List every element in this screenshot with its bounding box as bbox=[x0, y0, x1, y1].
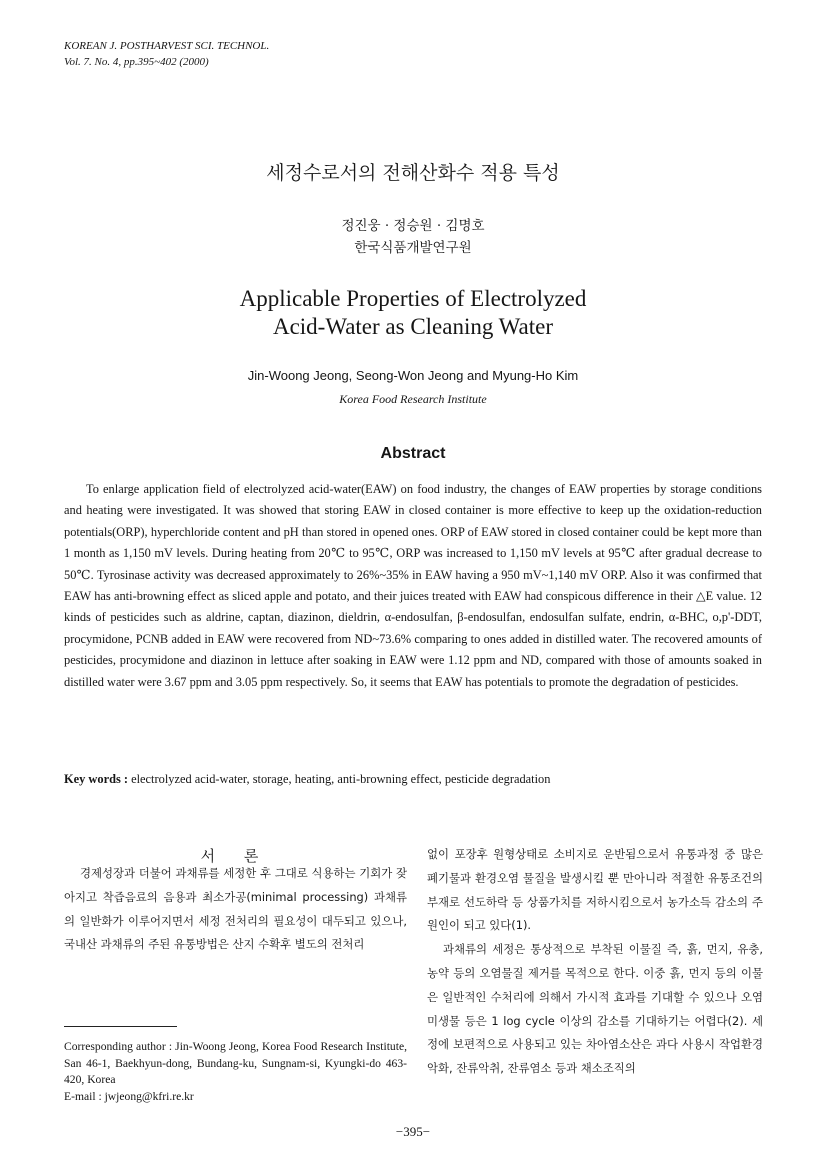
keywords bbox=[64, 772, 762, 787]
section-heading: 서 론 bbox=[200, 847, 271, 865]
footnote-divider bbox=[64, 1026, 177, 1027]
english-institution: Korea Food Research Institute bbox=[339, 392, 487, 406]
english-title: Applicable Properties of Electrolyzed Acid-Water as Cleaning Water bbox=[239, 286, 587, 339]
intro-paragraph-2: 과채류의 세정은 통상적으로 부착된 이물질 즉, 흙, 먼지, 유충, 농약 등의 오염물질 제거를 목적으로 한다. 이중 흙, 먼지 등의 이물은 일반적인 수처리에 의해서 가시적 효과를 기대할 수 있으나 오염 미생물 등은 1 log cycle 이상의 감소를 기대하기는 어렵다(2). 세정에 보편적으로 사용되고 있는 차아염소산은 과다 사용시 작업환경 악화, 잔류악취, 잔류염소 등과 채소조직의 bbox=[427, 942, 763, 1076]
journal-name: KOREAN J. POSTHARVEST SCI. TECHNOL. bbox=[64, 40, 270, 52]
author-email: E-mail : jwjeong@kfri.re.kr bbox=[64, 1089, 194, 1103]
keywords-label: Key words : bbox=[64, 772, 129, 786]
left-column bbox=[64, 862, 407, 957]
abstract-heading: Abstract bbox=[380, 445, 446, 462]
page-number: −395− bbox=[395, 1124, 431, 1139]
intro-paragraph-1-continued: 없이 포장후 원형상태로 소비지로 운반됨으로서 유통과정 중 많은 폐기물과 환경오염 물질을 발생시킬 뿐 만아니라 적절한 유통조건의 부재로 선도하락 등 상품가치를 저하시킴으로서 농가소득 감소의 주원인이 되고 있다(1). bbox=[427, 847, 763, 933]
korean-authors: 정진웅 · 정승원 · 김명호 bbox=[341, 218, 485, 234]
english-authors: Jin-Woong Jeong, Seong-Won Jeong and Myung-Ho Kim bbox=[247, 368, 579, 383]
journal-volume: Vol. 7. No. 4, pp.395~402 (2000) bbox=[64, 56, 209, 68]
keywords-text: electrolyzed acid-water, storage, heating, anti-browning effect, pesticide degradation bbox=[128, 772, 551, 786]
korean-title: 세정수로서의 전해산화수 적용 특성 bbox=[266, 162, 560, 184]
korean-institution: 한국식품개발연구원 bbox=[354, 240, 472, 256]
intro-paragraph-1: 경제성장과 더불어 과채류를 세정한 후 그대로 식용하는 기회가 잦아지고 착즙음료의 음용과 최소가공(minimal processing) 과채류의 일반화가 이루어지면서 세정 전처리의 필요성이 대두되고 있으나, 국내산 과채류의 주된 유통방법은 산지 수확후 별도의 전처리 bbox=[64, 866, 407, 952]
corresponding-author: Corresponding author : Jin-Woong Jeong, Korea Food Research Institute, San 46-1, Baekhyun-dong, Bundang-ku, Sungnam-si, Kyungki-do 463-420, Korea bbox=[64, 1040, 407, 1087]
abstract-body: To enlarge application field of electrolyzed acid-water(EAW) on food industry, the changes of EAW properties by storage conditions and heating were investigated. It was showed that storing EAW in closed container is more effective to keep up the oxidation-reduction potentials(ORP), hyperchloride content and pH than stored in opened ones. ORP of EAW stored in closed container could be kept more than 1 month as 1,150 mV levels. During heating from 20℃ to 95℃, ORP was increased to 1,150 mV levels at 95℃ after gradual decrease to 50℃. Tyrosinase activity was decreased approximately to 26%~35% in EAW having a 950 mV~1,140 mV ORP. Also it was confirmed that EAW has anti-browning effect as sliced apple and potato, and their juices treated with EAW had conspicous difference in their △E value. 12 kinds of pesticides such as aldrine, captan, diazinon, dieldrin, α-endosulfan, β-endosulfan, endosulfan sulfate, endrin, α-BHC, o,p'-DDT, procymidone, PCNB added in EAW were recovered from ND~73.6% comparing to ones added in distilled water. The recovered amounts of pesticides, procymidone and diazinon in lettuce after soaking in EAW were 1.12 ppm and ND, compared with those of amounts soaked in distilled water were 3.67 ppm and 3.05 ppm respectively. So, it seems that EAW has potentials to promote the degradation of pesticides. bbox=[64, 482, 762, 689]
footnote bbox=[64, 1039, 407, 1105]
korean-authors-block bbox=[0, 215, 826, 259]
right-column bbox=[427, 843, 763, 1081]
journal-header bbox=[64, 38, 269, 70]
